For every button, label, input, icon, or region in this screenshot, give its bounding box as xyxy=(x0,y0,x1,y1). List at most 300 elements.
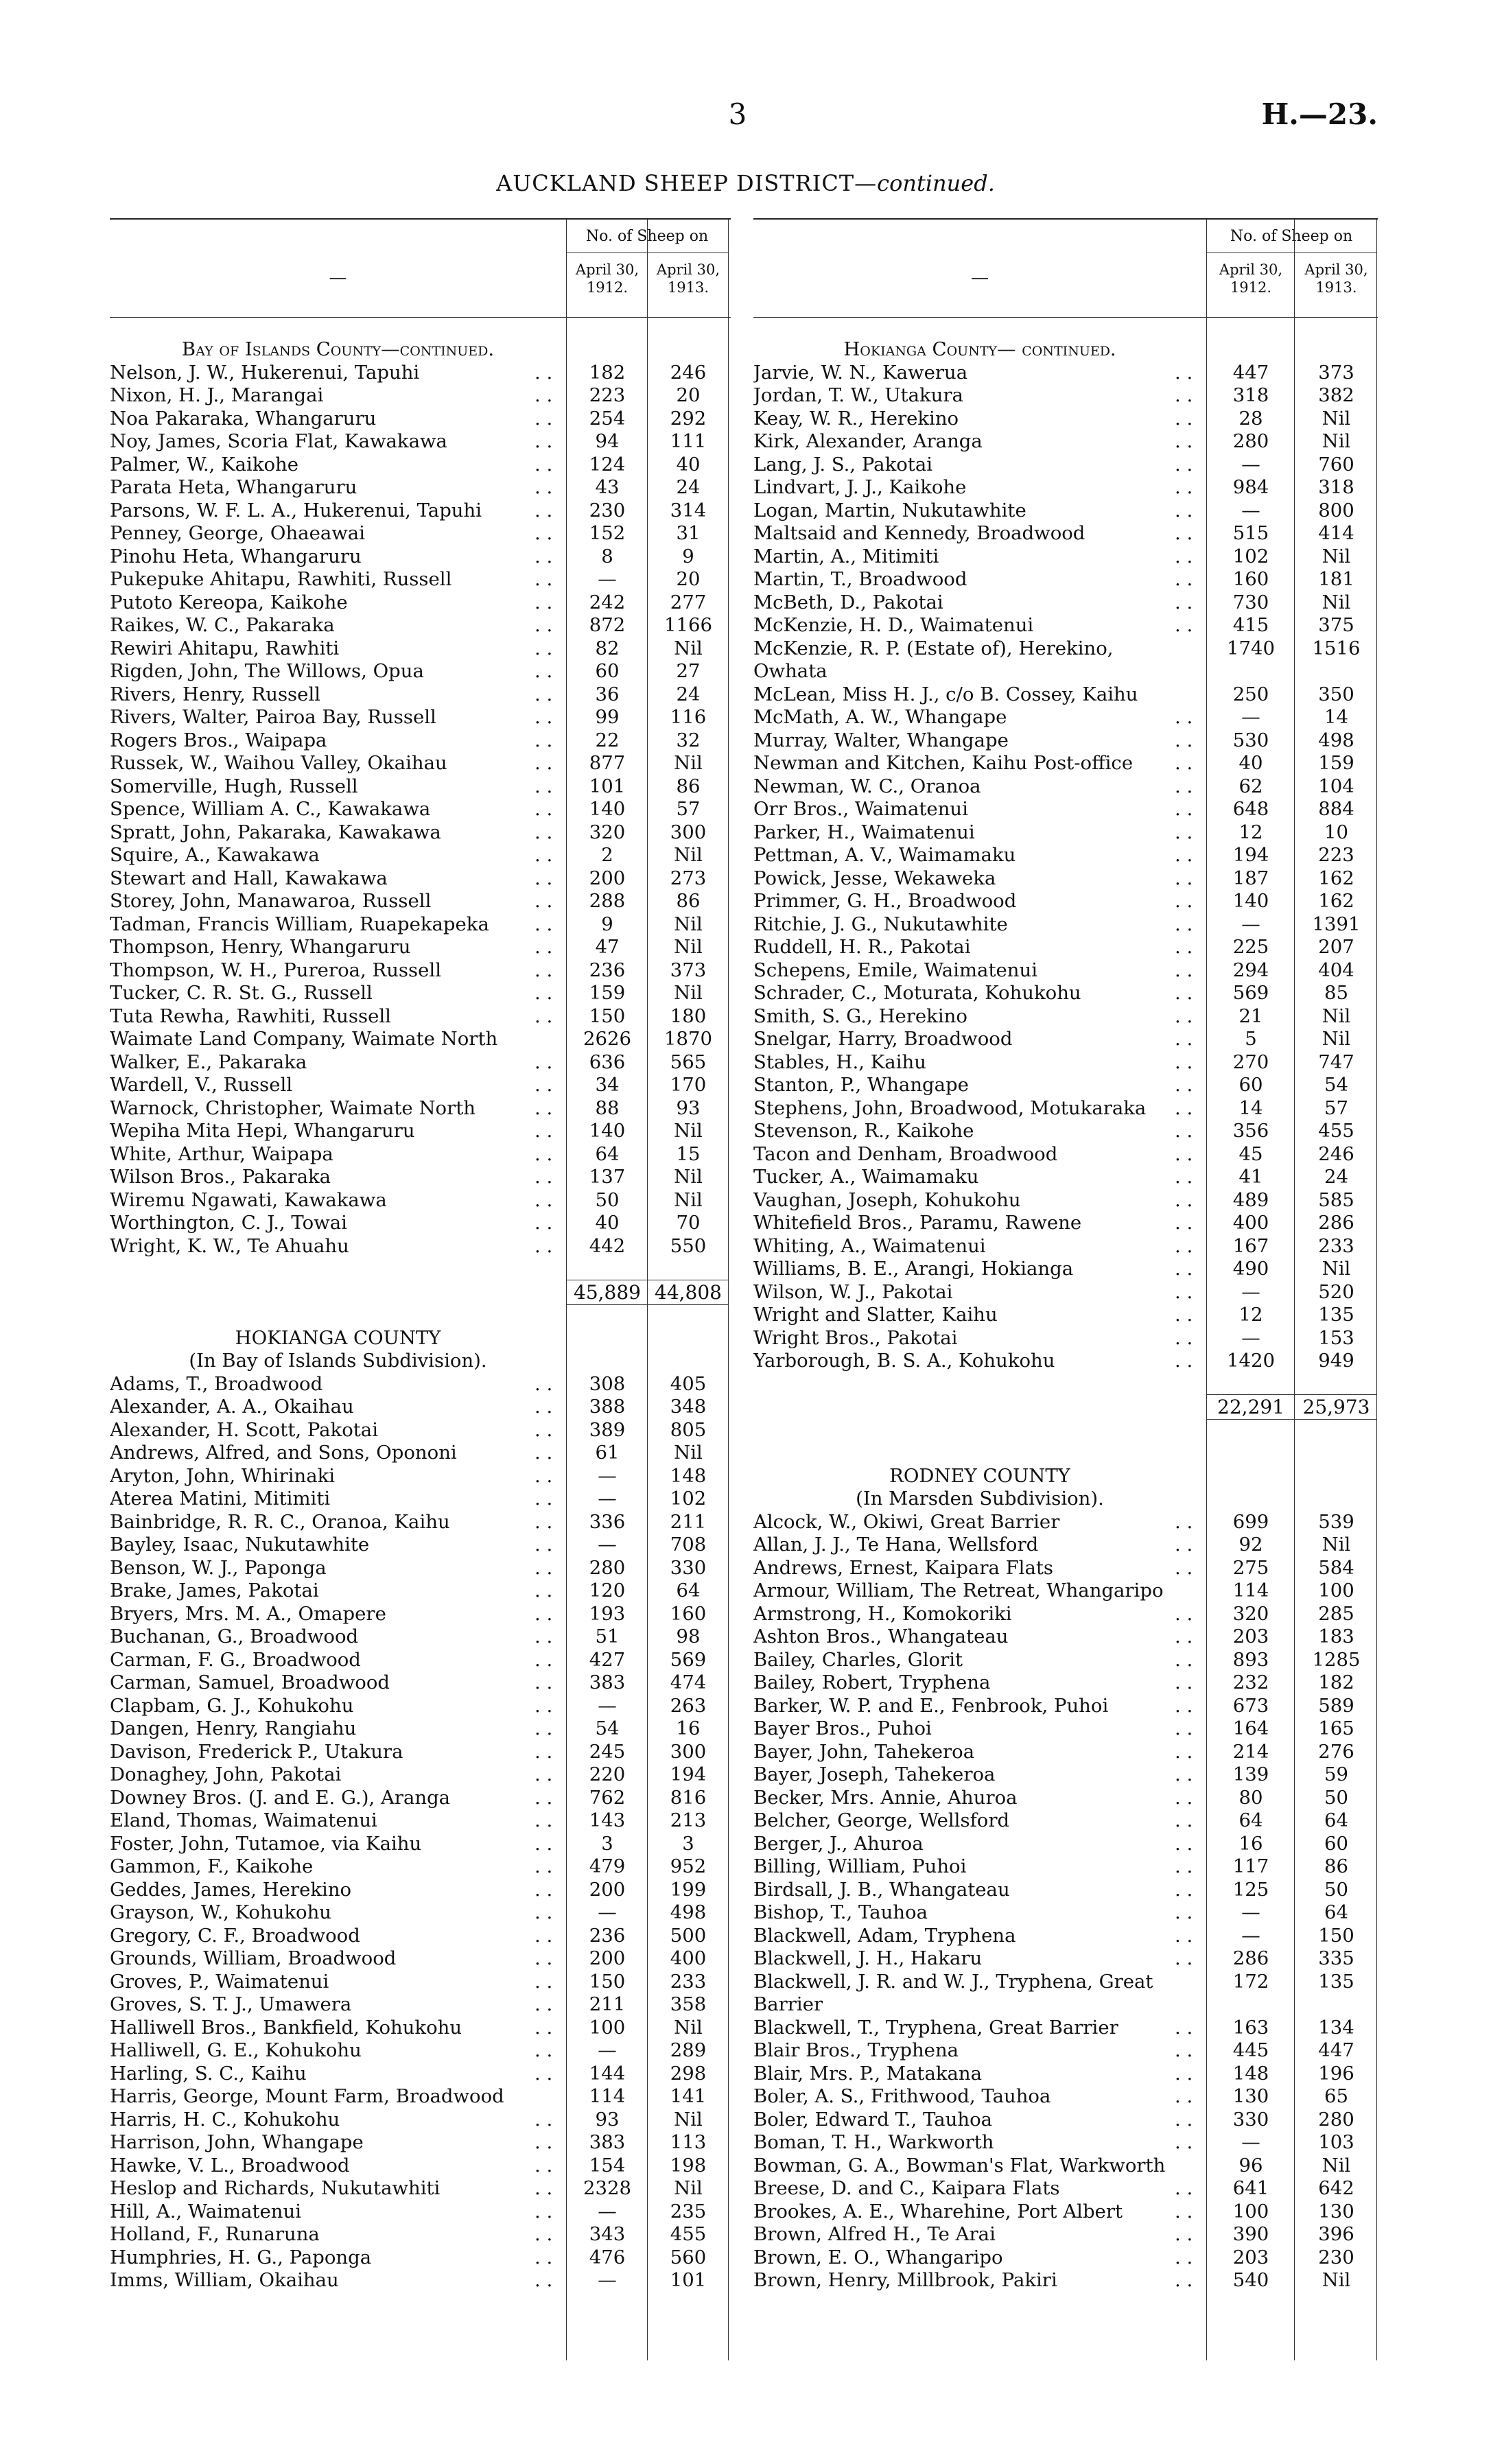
sheep-1913: 289 xyxy=(670,2039,707,2061)
owner-name: Boman, T. H., Warkworth xyxy=(753,2131,994,2153)
sheep-1912: 447 xyxy=(1232,361,1269,384)
section-heading-text: Hokianga County— continued. xyxy=(843,338,1116,360)
owner-name: Pettman, A. V., Waimamaku xyxy=(753,844,1016,866)
leader-dots: . . xyxy=(535,1717,553,1739)
owner-name: Ritchie, J. G., Nukutawhite xyxy=(753,913,1008,935)
leader-dots: . . xyxy=(1175,1326,1193,1349)
sheep-1912: 230 xyxy=(589,499,626,521)
sheep-1913: 160 xyxy=(670,1602,707,1625)
sheep-1912: 54 xyxy=(595,1717,620,1739)
leader-dots: . . xyxy=(535,1602,553,1625)
sheep-1913: Nil xyxy=(674,936,703,958)
owner-name: Birdsall, J. B., Whangateau xyxy=(753,1878,1010,1901)
sheep-1912: 154 xyxy=(589,2154,626,2176)
sheep-1913: 233 xyxy=(1318,1234,1354,1257)
owner-name: Logan, Martin, Nukutawhite xyxy=(753,499,1026,521)
table-row xyxy=(110,2201,731,2224)
sheep-1912: 92 xyxy=(1238,1534,1263,1556)
owner-name: Gregory, C. F., Broadwood xyxy=(110,1924,360,1947)
leader-dots: . . xyxy=(535,1074,553,1096)
leader-dots: . . xyxy=(1175,453,1193,476)
owner-name: Snelgar, Harry, Broadwood xyxy=(753,1028,1013,1050)
owner-name: Wright and Slatter, Kaihu xyxy=(753,1304,998,1326)
owner-name: Wilson, W. J., Pakotai xyxy=(753,1280,953,1303)
sheep-1912: 236 xyxy=(589,1924,626,1947)
section-heading xyxy=(753,338,1206,362)
sheep-1913: 198 xyxy=(670,2154,707,2176)
leader-dots: . . xyxy=(1175,1304,1193,1326)
table-row xyxy=(110,2085,731,2109)
sheep-1913: 57 xyxy=(1324,1096,1348,1119)
leader-dots: . . xyxy=(1175,913,1193,935)
sheep-1913: 16 xyxy=(676,1717,701,1739)
total-row xyxy=(110,1281,731,1304)
sheep-1912: 172 xyxy=(1232,1970,1269,1993)
table-row xyxy=(110,1212,731,1235)
table-row xyxy=(110,844,731,867)
owner-name: Bayley, Isaac, Nukutawhite xyxy=(110,1534,370,1556)
sheep-1913: 86 xyxy=(1324,1855,1348,1877)
sheep-1912: 150 xyxy=(589,1005,626,1027)
total-1913: 25,973 xyxy=(1302,1396,1370,1418)
leader-dots: . . xyxy=(535,499,553,521)
sheep-1912: 280 xyxy=(1232,430,1269,452)
sheep-1913: 816 xyxy=(670,1786,707,1809)
owner-name: Brown, Alfred H., Te Arai xyxy=(753,2223,996,2245)
owner-name: Billing, William, Puhoi xyxy=(753,1855,967,1877)
leader-dots: . . xyxy=(535,959,553,981)
owner-name: Breese, D. and C., Kaipara Flats xyxy=(753,2177,1060,2199)
table-row xyxy=(110,2109,731,2132)
sheep-1912: 82 xyxy=(595,637,620,659)
owner-name: Stables, H., Kaihu xyxy=(753,1051,926,1073)
sheep-1912: 330 xyxy=(1232,2108,1269,2131)
owner-name: Vaughan, Joseph, Kohukohu xyxy=(753,1188,1021,1211)
table-row xyxy=(753,1327,1378,1350)
sheep-1912: 893 xyxy=(1232,1648,1269,1671)
leader-dots: . . xyxy=(1175,982,1193,1004)
leader-dots: . . xyxy=(1175,1120,1193,1142)
sheep-1912: 80 xyxy=(1238,1786,1263,1809)
sheep-1913: 194 xyxy=(670,1763,707,1785)
table-row xyxy=(110,2177,731,2201)
owner-name: Kirk, Alexander, Aranga xyxy=(753,430,983,452)
sheep-1912: 490 xyxy=(1232,1258,1269,1280)
owner-name: Blair Bros., Tryphena xyxy=(753,2039,959,2061)
owner-name: Brown, E. O., Whangaripo xyxy=(753,2246,1003,2268)
leader-dots: . . xyxy=(1175,407,1193,430)
leader-dots: . . xyxy=(535,867,553,889)
sheep-1912: — xyxy=(598,2269,617,2291)
table-row xyxy=(110,1143,731,1166)
sheep-1913: 498 xyxy=(670,1901,707,1923)
sheep-1912: — xyxy=(598,1534,617,1556)
table-row xyxy=(110,1901,731,1925)
sheep-1912: 275 xyxy=(1232,1556,1269,1579)
table-row xyxy=(110,1373,731,1396)
leader-dots: . . xyxy=(1175,1671,1193,1693)
heading-italic: continued. xyxy=(877,170,995,196)
right-column-rows xyxy=(753,338,1378,2292)
owner-name: Brookes, A. E., Wharehine, Port Albert xyxy=(753,2200,1123,2222)
owner-name: Williams, B. E., Arangi, Hokianga xyxy=(753,1258,1074,1280)
owner-name: Powick, Jesse, Wekaweka xyxy=(753,867,996,889)
sheep-1912: 150 xyxy=(589,1970,626,1993)
owner-name: Stewart and Hall, Kawakawa xyxy=(110,867,388,889)
sheep-1912: 12 xyxy=(1238,1304,1263,1326)
owner-name: Noa Pakaraka, Whangaruru xyxy=(110,407,377,430)
sheep-1912: — xyxy=(1241,499,1260,521)
leader-dots: . . xyxy=(1175,2246,1193,2268)
sheep-1913: 246 xyxy=(670,361,707,384)
sheep-1912: 5 xyxy=(1245,1028,1257,1050)
table-row xyxy=(753,1143,1378,1166)
continuation-row xyxy=(753,660,1378,683)
owner-name: Barker, W. P. and E., Fenbrook, Puhoi xyxy=(753,1694,1109,1717)
spacer-row xyxy=(110,1258,731,1281)
sheep-1913: 747 xyxy=(1318,1051,1354,1073)
sheep-1912: 415 xyxy=(1232,614,1269,636)
owner-name: Groves, S. T. J., Umawera xyxy=(110,1993,352,2015)
sheep-1912: 530 xyxy=(1232,729,1269,751)
sheep-1913: 348 xyxy=(670,1396,707,1418)
leader-dots: . . xyxy=(1175,1534,1193,1556)
leader-dots: . . xyxy=(535,982,553,1004)
leader-dots: . . xyxy=(1175,775,1193,797)
sheep-1912: 250 xyxy=(1232,683,1269,705)
owner-name: Rigden, John, The Willows, Opua xyxy=(110,660,424,682)
total-rule xyxy=(1206,1394,1376,1395)
owner-name: Donaghey, John, Pakotai xyxy=(110,1763,342,1785)
table-row xyxy=(110,476,731,500)
table-row xyxy=(753,2131,1378,2155)
sheep-1913: 455 xyxy=(1318,1120,1354,1142)
sheep-1913: Nil xyxy=(1322,1258,1351,1280)
sheep-1913: 708 xyxy=(670,1534,707,1556)
sheep-1912: 140 xyxy=(589,798,626,820)
sheep-1913: 565 xyxy=(670,1051,707,1073)
table-row xyxy=(753,1534,1378,1557)
sheep-1913: 141 xyxy=(670,2085,707,2107)
leader-dots: . . xyxy=(1175,499,1193,521)
leader-dots: . . xyxy=(1175,568,1193,590)
owner-name: Buchanan, G., Broadwood xyxy=(110,1626,359,1647)
table-row xyxy=(110,1833,731,1856)
owner-name: Thompson, Henry, Whangaruru xyxy=(110,936,411,958)
table-row xyxy=(753,2109,1378,2132)
sheep-1913: 373 xyxy=(670,959,707,981)
sheep-1913: 800 xyxy=(1318,499,1354,521)
table-row xyxy=(110,1097,731,1120)
sheep-1913: 207 xyxy=(1318,936,1354,958)
leader-dots: . . xyxy=(1175,1074,1193,1096)
table-row xyxy=(753,430,1378,454)
sheep-1912: — xyxy=(1241,1280,1260,1303)
sheep-1913: 170 xyxy=(670,1074,707,1096)
sheep-1912: — xyxy=(1241,453,1260,476)
owner-name: Putoto Kereopa, Kaikohe xyxy=(110,591,348,613)
owner-name: Holland, F., Runaruna xyxy=(110,2223,320,2245)
leader-dots: . . xyxy=(1175,1809,1193,1831)
table-row xyxy=(110,683,731,707)
leader-dots: . . xyxy=(535,1924,553,1947)
leader-dots: . . xyxy=(1175,2131,1193,2153)
leader-dots: . . xyxy=(1175,959,1193,981)
leader-dots: . . xyxy=(535,2016,553,2039)
owner-name: Brown, Henry, Millbrook, Pakiri xyxy=(753,2269,1057,2291)
sheep-1913: Nil xyxy=(1322,407,1351,430)
table-row xyxy=(753,476,1378,500)
sheep-1913: 86 xyxy=(676,890,701,912)
owner-name: Groves, P., Waimatenui xyxy=(110,1970,329,1993)
sheep-1913: 263 xyxy=(670,1694,707,1717)
table-row xyxy=(110,729,731,753)
table-row xyxy=(753,1028,1378,1051)
sheep-1912: 124 xyxy=(589,453,626,476)
sheep-1913: 101 xyxy=(670,2269,707,2291)
sheep-1913: 300 xyxy=(670,821,707,843)
owner-name: Rivers, Walter, Pairoa Bay, Russell xyxy=(110,706,436,728)
sheep-1913: 150 xyxy=(1318,1924,1354,1947)
table-row xyxy=(753,1580,1378,1603)
sheep-1912: 140 xyxy=(589,1120,626,1142)
sheep-1912: 40 xyxy=(1238,752,1263,774)
sheep-1912: 445 xyxy=(1232,2039,1269,2061)
owner-name: Halliwell, G. E., Kohukohu xyxy=(110,2039,362,2061)
owner-name: Stanton, P., Whangape xyxy=(753,1074,969,1096)
sheep-1913: 148 xyxy=(670,1464,707,1487)
leader-dots: . . xyxy=(1175,1832,1193,1855)
owner-name: Blackwell, T., Tryphena, Great Barrier xyxy=(753,2016,1118,2039)
owner-name: Bryers, Mrs. M. A., Omapere xyxy=(110,1602,386,1625)
leader-dots: . . xyxy=(1175,1626,1193,1647)
sheep-1913: 182 xyxy=(1318,1671,1354,1693)
sheep-1913: 24 xyxy=(676,476,701,498)
sheep-1912: 114 xyxy=(1232,1580,1269,1601)
sheep-1913: 130 xyxy=(1318,2200,1354,2222)
table-row xyxy=(110,1465,731,1488)
table-row xyxy=(753,1855,1378,1879)
sheep-1913: 86 xyxy=(676,775,701,797)
leader-dots: . . xyxy=(535,1442,553,1464)
sheep-1913: 162 xyxy=(1318,890,1354,912)
table-row xyxy=(753,1350,1378,1373)
leader-dots: . . xyxy=(535,1464,553,1487)
sheep-1912: 336 xyxy=(589,1510,626,1533)
owner-name: Bayer, Joseph, Tahekeroa xyxy=(753,1763,996,1785)
leader-dots: . . xyxy=(535,683,553,705)
right-column-table xyxy=(753,218,1378,2360)
owner-name: Noy, James, Scoria Flat, Kawakawa xyxy=(110,430,447,452)
sheep-1913: 50 xyxy=(1324,1878,1348,1901)
section-heading xyxy=(753,1465,1206,1488)
table-row xyxy=(753,2039,1378,2063)
owner-name: Wepiha Mita Hepi, Whangaruru xyxy=(110,1120,415,1142)
table-row xyxy=(110,2269,731,2292)
sheep-1912: 60 xyxy=(1238,1074,1263,1096)
leader-dots: . . xyxy=(535,821,553,843)
heading-main: AUCKLAND SHEEP DISTRICT— xyxy=(496,170,878,196)
table-row xyxy=(110,1787,731,1810)
sheep-1912: 356 xyxy=(1232,1120,1269,1142)
leader-dots: . . xyxy=(535,936,553,958)
owner-name: Storey, John, Manawaroa, Russell xyxy=(110,890,432,912)
owner-name: Schrader, C., Moturata, Kohukohu xyxy=(753,982,1081,1004)
leader-dots: . . xyxy=(535,2039,553,2061)
leader-dots: . . xyxy=(1175,1717,1193,1739)
owner-name: Aterea Matini, Mitimiti xyxy=(110,1488,331,1510)
section-heading xyxy=(110,338,566,362)
sheep-1913: 560 xyxy=(670,2246,707,2268)
table-row xyxy=(753,2017,1378,2040)
sheep-1912: 641 xyxy=(1232,2177,1269,2199)
leader-dots: . . xyxy=(535,913,553,935)
sheep-1913: 134 xyxy=(1318,2016,1354,2039)
table-row xyxy=(753,614,1378,637)
leader-dots: . . xyxy=(535,1188,553,1211)
table-row xyxy=(753,1833,1378,1856)
sheep-1912: 60 xyxy=(595,660,620,682)
leader-dots: . . xyxy=(535,2246,553,2268)
sheep-1913: 196 xyxy=(1318,2062,1354,2085)
owner-name: Tucker, C. R. St. G., Russell xyxy=(110,982,373,1004)
owner-name: Maltsaid and Kennedy, Broadwood xyxy=(753,522,1085,544)
sheep-1912: 673 xyxy=(1232,1694,1269,1717)
leader-dots: . . xyxy=(535,545,553,567)
owner-name: Harris, George, Mount Farm, Broadwood xyxy=(110,2085,504,2107)
owner-name: Walker, E., Pakaraka xyxy=(110,1051,307,1073)
sheep-1913: 400 xyxy=(670,1947,707,1969)
sheep-1913: 805 xyxy=(670,1418,707,1441)
spacer-row xyxy=(753,1373,1378,1396)
table-row xyxy=(110,959,731,983)
sheep-1912: 288 xyxy=(589,890,626,912)
sheep-1913: 24 xyxy=(1324,1166,1348,1188)
table-row xyxy=(753,1671,1378,1695)
table-row xyxy=(110,430,731,454)
table-row xyxy=(753,384,1378,408)
owner-name: Blackwell, J. R. and W. J., Tryphena, Great xyxy=(753,1970,1153,1993)
table-row xyxy=(753,1005,1378,1029)
owner-name: Stevenson, R., Kaikohe xyxy=(753,1120,974,1142)
leader-dots: . . xyxy=(1175,2269,1193,2291)
table-row xyxy=(753,1626,1378,1649)
table-row xyxy=(753,591,1378,615)
page-heading xyxy=(0,170,1491,196)
owner-name: Yarborough, B. S. A., Kohukohu xyxy=(753,1350,1055,1372)
table-row xyxy=(753,500,1378,523)
sheep-1913: 396 xyxy=(1318,2223,1354,2245)
sheep-count-group-label: No. of Sheep on xyxy=(585,228,709,245)
sheep-1913: 15 xyxy=(676,1142,701,1165)
sheep-1913: 760 xyxy=(1318,453,1354,476)
table-row xyxy=(753,1051,1378,1075)
leader-dots: . . xyxy=(535,729,553,751)
leader-dots: . . xyxy=(1175,1510,1193,1533)
sheep-1913: 65 xyxy=(1324,2085,1348,2107)
table-row xyxy=(753,1695,1378,1718)
sheep-1913: 24 xyxy=(676,683,701,705)
sheep-1913: 286 xyxy=(1318,1212,1354,1234)
owner-name: Clapbam, G. J., Kohukohu xyxy=(110,1694,354,1717)
sheep-1912: 232 xyxy=(1232,1671,1269,1693)
owner-name: Dangen, Henry, Rangiahu xyxy=(110,1717,357,1739)
leader-dots: . . xyxy=(535,844,553,866)
table-row xyxy=(753,1258,1378,1281)
owner-name: Wardell, V., Russell xyxy=(110,1074,293,1096)
sheep-1913: 64 xyxy=(1324,1809,1348,1831)
leader-dots: . . xyxy=(535,591,553,613)
sheep-1912: 14 xyxy=(1238,1096,1263,1119)
sheep-1912: 152 xyxy=(589,522,626,544)
leader-dots: . . xyxy=(1175,1786,1193,1809)
owner-name: Blackwell, J. H., Hakaru xyxy=(753,1947,983,1969)
sheep-1912: — xyxy=(1241,1901,1260,1923)
owner-name: Smith, S. G., Herekino xyxy=(753,1005,967,1027)
table-row xyxy=(753,637,1378,661)
owner-name: Davison, Frederick P., Utakura xyxy=(110,1740,403,1763)
owner-name: Aryton, John, Whirinaki xyxy=(110,1464,336,1487)
sheep-1913: Nil xyxy=(674,1166,703,1188)
owner-name: Bainbridge, R. R. C., Oranoa, Kaihu xyxy=(110,1510,450,1533)
leader-dots: . . xyxy=(1175,729,1193,751)
sheep-1913: 85 xyxy=(1324,982,1348,1004)
sheep-count-group-label: No. of Sheep on xyxy=(1230,228,1353,245)
owner-name: Newman and Kitchen, Kaihu Post-office xyxy=(753,752,1134,774)
owner-name: Carman, Samuel, Broadwood xyxy=(110,1671,390,1693)
sheep-1913: 159 xyxy=(1318,752,1354,774)
sheep-1913: Nil xyxy=(674,982,703,1004)
sheep-1912: 320 xyxy=(589,821,626,843)
table-row xyxy=(110,408,731,431)
section-heading xyxy=(110,1327,566,1350)
owner-name: Hill, A., Waimatenui xyxy=(110,2200,302,2222)
sheep-1912: 200 xyxy=(589,1878,626,1901)
sheep-1912: 388 xyxy=(589,1396,626,1418)
table-row xyxy=(110,500,731,523)
table-row xyxy=(753,2246,1378,2270)
sheep-1912: 2 xyxy=(601,844,613,866)
owner-name: Gammon, F., Kaikohe xyxy=(110,1855,314,1877)
leader-dots: . . xyxy=(1175,752,1193,774)
sheep-1913: Nil xyxy=(674,2108,703,2131)
sheep-1912: 3 xyxy=(601,1832,613,1855)
leader-dots: . . xyxy=(535,476,553,498)
name-column-dash: — xyxy=(329,268,347,288)
table-row xyxy=(753,522,1378,545)
sheep-1913: 584 xyxy=(1318,1556,1354,1579)
sheep-1912: 164 xyxy=(1232,1717,1269,1739)
leader-dots: . . xyxy=(1175,591,1193,613)
left-column-table xyxy=(110,218,731,2360)
owner-name: Wiremu Ngawati, Kawakawa xyxy=(110,1188,387,1211)
sheep-1913: 211 xyxy=(670,1510,707,1533)
sheep-1913: 335 xyxy=(1318,1947,1354,1969)
sheep-1913: 70 xyxy=(676,1212,701,1234)
sheep-1913: 277 xyxy=(670,591,707,613)
sheep-1913: 183 xyxy=(1318,1626,1354,1647)
sheep-1912: — xyxy=(598,1901,617,1923)
leader-dots: . . xyxy=(1175,1947,1193,1969)
sheep-1912: 2626 xyxy=(583,1028,631,1050)
leader-dots: . . xyxy=(1175,1096,1193,1119)
leader-dots: . . xyxy=(1175,890,1193,912)
sheep-1913: Nil xyxy=(1322,1028,1351,1050)
owner-name: McKenzie, R. P. (Estate of), Herekino, xyxy=(753,637,1114,659)
table-row xyxy=(110,1649,731,1672)
sheep-1913: 314 xyxy=(670,499,707,521)
owner-name: Worthington, C. J., Towai xyxy=(110,1212,347,1234)
